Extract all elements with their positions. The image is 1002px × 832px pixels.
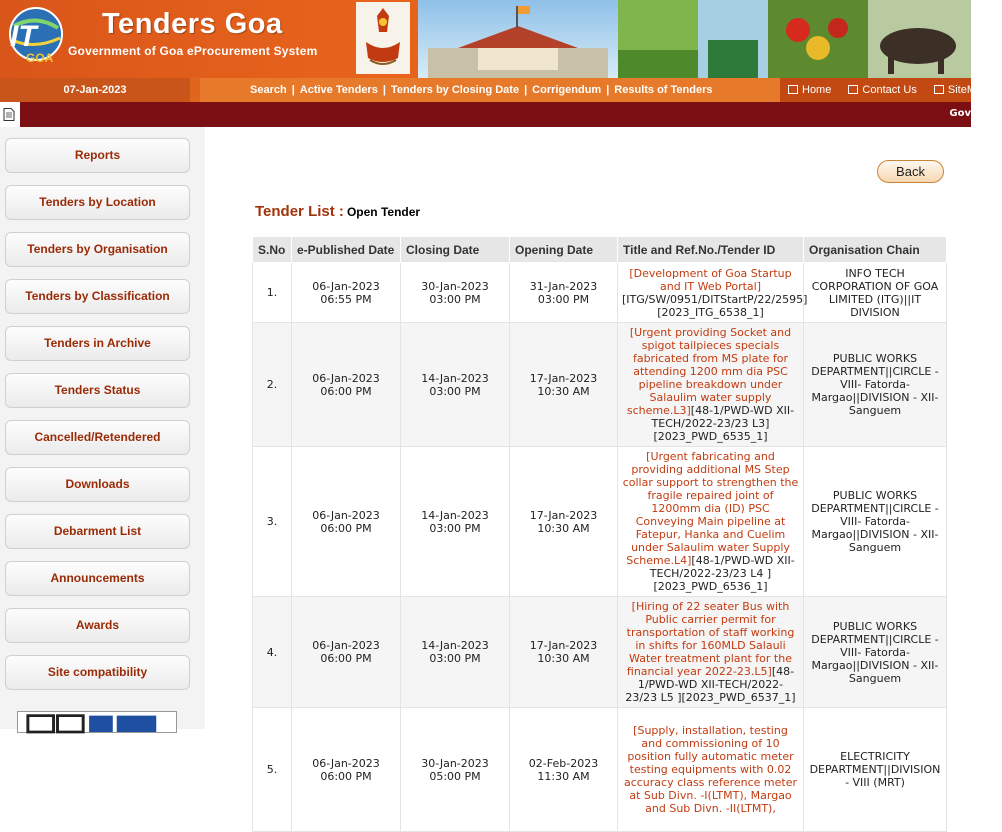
sidebar-item-awards[interactable]: Awards: [5, 608, 190, 643]
document-icon[interactable]: [0, 102, 20, 127]
tender-title-link[interactable]: [Hiring of 22 seater Bus with Public carrier permit for transportation of staff working in shifts for 160MLD Salauli Water treatment plant for the financial year 2022-23.L5]: [626, 600, 795, 678]
sidebar-item-tenders-by-classification[interactable]: Tenders by Classification: [5, 279, 190, 314]
cell-sno: 4.: [253, 597, 292, 708]
col-published-date: e-Published Date: [292, 237, 401, 263]
sidebar-item-tenders-by-organisation[interactable]: Tenders by Organisation: [5, 232, 190, 267]
cell-published: 06-Jan-2023 06:00 PM: [292, 323, 401, 447]
sidebar-item-cancelled-retendered[interactable]: Cancelled/Retendered: [5, 420, 190, 455]
nav-corrigendum[interactable]: Corrigendum: [532, 84, 602, 96]
cell-organisation: INFO TECH CORPORATION OF GOA LIMITED (ITG)||IT DIVISION: [804, 263, 947, 323]
nav-active-tenders[interactable]: Active Tenders: [299, 84, 378, 96]
tender-title-link[interactable]: [Supply, installation, testing and commissioning of 10 position fully automatic meter testing equipments with 0.02 accuracy class reference meter at Sub Divn. -I(LTMT), Margao and Sub Divn. -II(LTMT),: [623, 724, 798, 815]
cell-closing: 30-Jan-2023 03:00 PM: [401, 263, 510, 323]
cell-organisation: PUBLIC WORKS DEPARTMENT||CIRCLE - VIII- Fatorda-Margao||DIVISION - XII-Sanguem: [804, 323, 947, 447]
sidebar-item-announcements[interactable]: Announcements: [5, 561, 190, 596]
sitemap-link[interactable]: [934, 84, 988, 96]
contact-us-link[interactable]: [848, 84, 916, 96]
cell-closing: 14-Jan-2023 03:00 PM: [401, 323, 510, 447]
sidebar-item-downloads[interactable]: Downloads: [5, 467, 190, 502]
cell-published: 06-Jan-2023 06:55 PM: [292, 263, 401, 323]
page-title: Tender List :: [255, 203, 344, 220]
cell-closing: 14-Jan-2023 03:00 PM: [401, 447, 510, 597]
top-nav: [0, 78, 989, 102]
cell-title: [618, 323, 804, 447]
home-label: Home: [802, 84, 832, 96]
col-opening-date: Opening Date: [510, 237, 618, 263]
contact-us-label: Contact Us: [862, 84, 917, 96]
cell-opening: 17-Jan-2023 10:30 AM: [510, 447, 618, 597]
cell-published: 06-Jan-2023 06:00 PM: [292, 597, 401, 708]
table-row: [253, 597, 947, 708]
cell-sno: 5.: [253, 708, 292, 832]
site-title: Tenders Goa: [102, 8, 283, 40]
site-subtitle: Government of Goa eProcurement System: [68, 44, 318, 58]
tender-title-link[interactable]: [Urgent providing Socket and spigot tailpieces specials fabricated from MS plate for attending 1200 mm dia PSC pipeline breakdown under Salaulim water supply scheme.L3]: [626, 326, 792, 417]
nav-separator: |: [382, 84, 386, 96]
sidebar: [0, 127, 205, 729]
tender-table: [252, 236, 947, 832]
cell-published: 06-Jan-2023 06:00 PM: [292, 447, 401, 597]
cell-organisation: PUBLIC WORKS DEPARTMENT||CIRCLE - VIII- Fatorda-Margao||DIVISION - XII-Sanguem: [804, 597, 947, 708]
cell-closing: 30-Jan-2023 05:00 PM: [401, 708, 510, 832]
cell-opening: 17-Jan-2023 10:30 AM: [510, 323, 618, 447]
sidebar-item-tenders-by-location[interactable]: Tenders by Location: [5, 185, 190, 220]
tender-ref-id: [48-1/PWD-WD XII-TECH/2022-23/23 L4 ][2023_PWD_6536_1]: [649, 554, 795, 593]
utility-nav: [780, 78, 989, 102]
ticker-text[interactable]: Gov: [949, 108, 971, 119]
tender-title-link[interactable]: [Development of Goa Startup and IT Web Portal]: [629, 266, 792, 293]
cell-opening: 31-Jan-2023 03:00 PM: [510, 263, 618, 323]
table-row: [253, 263, 947, 323]
sitemap-label: SiteMap: [947, 84, 989, 96]
cell-closing: 14-Jan-2023 03:00 PM: [401, 597, 510, 708]
cell-title: [618, 597, 804, 708]
cell-sno: 1.: [253, 263, 292, 323]
goa-nic-logo[interactable]: [17, 711, 177, 733]
cell-opening: 17-Jan-2023 10:30 AM: [510, 597, 618, 708]
col-title-ref: Title and Ref.No./Tender ID: [618, 237, 804, 263]
sidebar-item-tenders-status[interactable]: Tenders Status: [5, 373, 190, 408]
nav-tenders-by-closing-date[interactable]: Tenders by Closing Date: [390, 84, 520, 96]
cell-opening: 02-Feb-2023 11:30 AM: [510, 708, 618, 832]
cell-title: [618, 708, 804, 832]
home-link[interactable]: [788, 84, 831, 96]
nav-separator: |: [524, 84, 528, 96]
it-goa-logo[interactable]: [4, 4, 64, 68]
col-organisation-chain: Organisation Chain: [804, 237, 947, 263]
col-sno: S.No: [253, 237, 292, 263]
cell-sno: 2.: [253, 323, 292, 447]
tender-list-heading: [255, 203, 420, 220]
tender-ref-id: [48-1/PWD-WD XII-TECH/2022-23/23 L3][2023_PWD_6535_1]: [651, 404, 795, 443]
nav-results-of-tenders[interactable]: Results of Tenders: [614, 84, 713, 96]
nav-search[interactable]: Search: [250, 84, 287, 96]
svg-text:IT: IT: [10, 20, 37, 53]
announcement-ticker: [0, 102, 971, 127]
table-header-row: [253, 237, 947, 263]
mail-icon: [848, 85, 858, 94]
cell-title: [618, 263, 808, 323]
cell-title: [618, 447, 804, 597]
tender-list-subtitle: Open Tender: [346, 205, 421, 219]
table-row: [253, 447, 947, 597]
main-nav-links: [200, 78, 780, 102]
sidebar-item-tenders-in-archive[interactable]: Tenders in Archive: [5, 326, 190, 361]
col-closing-date: Closing Date: [401, 237, 510, 263]
cell-published: 06-Jan-2023 06:00 PM: [292, 708, 401, 832]
cell-sno: 3.: [253, 447, 292, 597]
sitemap-icon: [934, 85, 944, 94]
goa-photo-banner: [418, 0, 971, 78]
home-icon: [788, 85, 798, 94]
sidebar-item-debarment-list[interactable]: Debarment List: [5, 514, 190, 549]
nav-separator: |: [606, 84, 610, 96]
goa-emblem-icon: [356, 2, 410, 74]
tender-ref-id: [48-1/PWD-WD XII-TECH/2022-23/23 L5 ][2023_PWD_6537_1]: [625, 665, 796, 704]
table-row: [253, 323, 947, 447]
sidebar-item-reports[interactable]: Reports: [5, 138, 190, 173]
back-button[interactable]: Back: [877, 160, 944, 183]
tender-ref-id: [ITG/SW/0951/DITStartP/22/2595][2023_ITG_6538_1]: [622, 292, 808, 319]
table-row: [253, 708, 947, 832]
nav-separator: |: [291, 84, 295, 96]
tender-title-link[interactable]: [Urgent fabricating and providing additional MS Step collar support to strengthen the fragile repaired joint of 1200mm dia (ID) PSC Conveying Main pipeline at Fatepur, Hanka and Cuelim under Salaulim water Supply Scheme.L4]: [622, 450, 799, 567]
sidebar-item-site-compatibility[interactable]: Site compatibility: [5, 655, 190, 690]
site-header: [0, 0, 971, 78]
cell-organisation: PUBLIC WORKS DEPARTMENT||CIRCLE - VIII- Fatorda-Margao||DIVISION - XII-Sanguem: [804, 447, 947, 597]
svg-text:GOA: GOA: [26, 51, 54, 65]
cell-organisation: ELECTRICITY DEPARTMENT||DIVISION - VIII (MRT): [804, 708, 947, 832]
current-date: 07-Jan-2023: [0, 78, 190, 102]
